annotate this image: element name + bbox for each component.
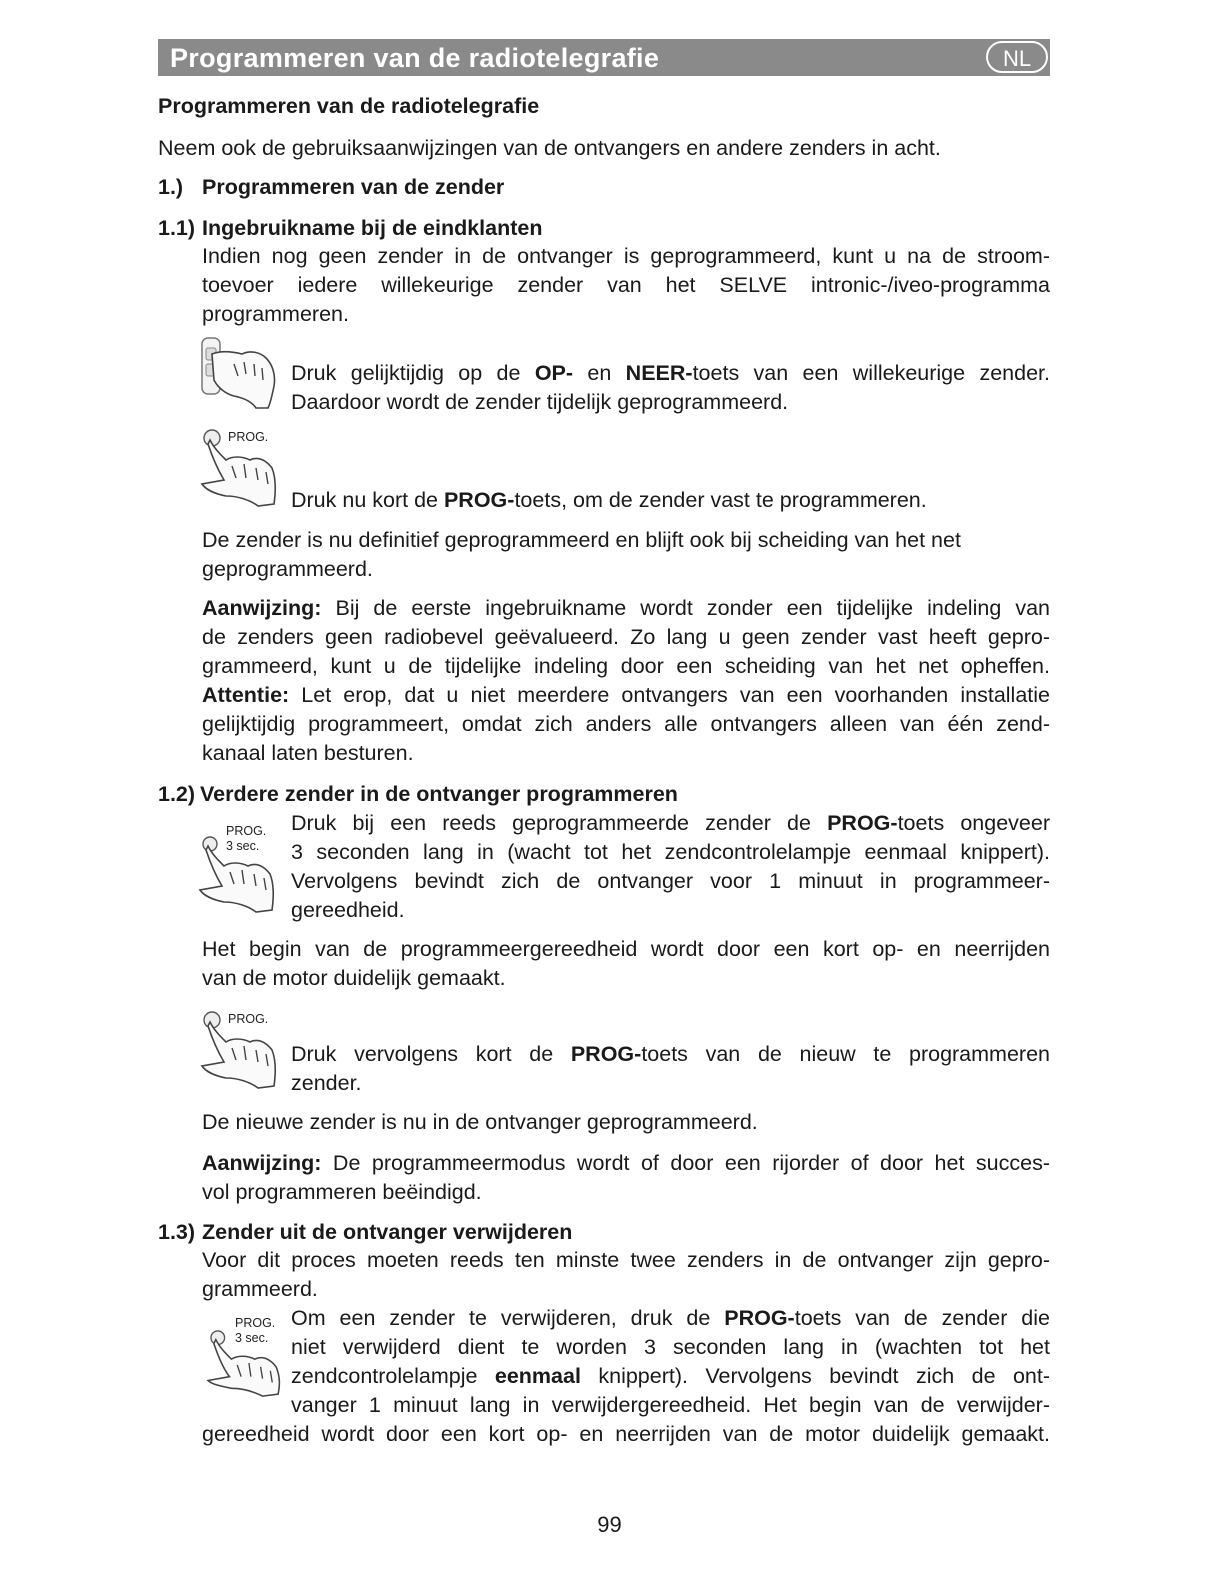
- s13-step-line: niet verwijderd dient te worden 3 seconden lang in (wachten tot het: [291, 1335, 1050, 1359]
- section-1-1-number: 1.1): [158, 216, 196, 240]
- s12-result: De nieuwe zender is nu in de ontvanger geprogrammeerd.: [202, 1110, 758, 1134]
- s11-step2: Druk nu kort de PROG-toets, om de zender vast te programmeren.: [291, 488, 927, 512]
- main-heading: Programmeren van de radiotelegrafie: [158, 94, 540, 118]
- s13-intro-line: grammeerd.: [202, 1277, 318, 1301]
- section-1-title: Programmeren van de zender: [202, 175, 505, 199]
- section-1-2-number: 1.2): [158, 782, 196, 806]
- s12-step-line: gereedheid.: [291, 898, 405, 922]
- s11-note-line: de zenders geen radiobevel geëvalueerd. Zo lang u geen zender vast heeft gepro-: [202, 625, 1050, 649]
- s12-step-line: Vervolgens bevindt zich de ontvanger voor 1 minuut in programmeer-: [291, 869, 1050, 893]
- s12-step-line: 3 seconden lang in (wacht tot het zendcontrolelampje eenmaal knippert).: [291, 840, 1050, 864]
- prog-key-label: PROG.: [228, 1012, 269, 1026]
- s13-step-line3: zendcontrolelampje eenmaal knippert). Vervolgens bevindt zich de ont-: [291, 1364, 1050, 1388]
- hand-press-remote-icon: [198, 334, 280, 410]
- prog-key-label: PROG.: [228, 430, 269, 444]
- prog-key-label: PROG.: [235, 1316, 276, 1330]
- section-1-1-title: Ingebruikname bij de eindklanten: [202, 216, 543, 240]
- s11-note-line1: Aanwijzing: Bij de eerste ingebruikname wordt zonder een tijdelijke indeling van: [202, 596, 1050, 620]
- s11-step1-line2: Daardoor wordt de zender tijdelijk geprogrammeerd.: [291, 390, 789, 414]
- section-1-3-number: 1.3): [158, 1220, 196, 1244]
- s12-step-line1: Druk bij een reeds geprogrammeerde zender de PROG-toets ongeveer: [291, 811, 1050, 835]
- section-1-2-title: Verdere zender in de ontvanger programmeren: [200, 782, 678, 806]
- prog-key-label: PROG.: [226, 824, 267, 838]
- three-sec-label: 3 sec.: [235, 1331, 269, 1345]
- s11-definitive-line: geprogrammeerd.: [202, 557, 373, 581]
- intro-text: Neem ook de gebruiksaanwijzingen van de ontvangers en andere zenders in acht.: [158, 136, 941, 160]
- s12-note-line: vol programmeren beëindigd.: [202, 1180, 482, 1204]
- s11-definitive-line: De zender is nu definitief geprogrammeerd en blijft ook bij scheiding van het net: [202, 528, 961, 552]
- s11-attention-line1: Attentie: Let erop, dat u niet meerdere ontvangers van een voorhanden installatie: [202, 683, 1050, 707]
- s11-para-line: toevoer iedere willekeurige zender van het SELVE intronic-/iveo-programma: [202, 273, 1050, 297]
- s12-begin-line: van de motor duidelijk gemaakt.: [202, 966, 506, 990]
- s11-attention-line: kanaal laten besturen.: [202, 741, 414, 765]
- s13-step-line1: Om een zender te verwijderen, druk de PROG-toets van de zender die: [291, 1306, 1050, 1330]
- s12-begin-line: Het begin van de programmeergereedheid wordt door een kort op- en neerrijden: [202, 937, 1050, 961]
- s11-para-line: programmeren.: [202, 302, 349, 326]
- s11-attention-line: gelijktijdig programmeert, omdat zich anders alle ontvangers alleen van één zend-: [202, 712, 1050, 736]
- page-number: 99: [597, 1512, 622, 1537]
- s11-step1-line1: Druk gelijktijdig op de OP- en NEER-toets van een willekeurige zender.: [291, 361, 1050, 385]
- section-1-3-title: Zender uit de ontvanger verwijderen: [202, 1220, 573, 1244]
- section-1-number: 1.): [158, 175, 184, 199]
- s12-step2-line1: Druk vervolgens kort de PROG-toets van de nieuw te programmeren: [291, 1042, 1050, 1066]
- s13-step-line: gereedheid wordt door een kort op- en neerrijden van de motor duidelijk gemaakt.: [202, 1422, 1050, 1446]
- s13-step-line: vanger 1 minuut lang in verwijdergereedheid. Het begin van de verwijder-: [291, 1393, 1050, 1417]
- language-badge: NL: [986, 41, 1048, 73]
- s11-para-line: Indien nog geen zender in de ontvanger is geprogrammeerd, kunt u na de stroom-: [202, 244, 1050, 268]
- three-sec-label: 3 sec.: [226, 839, 260, 853]
- s12-note-line1: Aanwijzing: De programmeermodus wordt of door een rijorder of door het succes-: [202, 1151, 1050, 1175]
- s13-intro-line: Voor dit proces moeten reeds ten minste twee zenders in de ontvanger zijn gepro-: [202, 1248, 1050, 1272]
- s11-note-line: grammeerd, kunt u de tijdelijke indeling door een scheiding van het net opheffen.: [202, 654, 1050, 678]
- s12-step2-line2: zender.: [291, 1071, 362, 1095]
- page-header-title: Programmeren van de radiotelegrafie: [170, 43, 660, 73]
